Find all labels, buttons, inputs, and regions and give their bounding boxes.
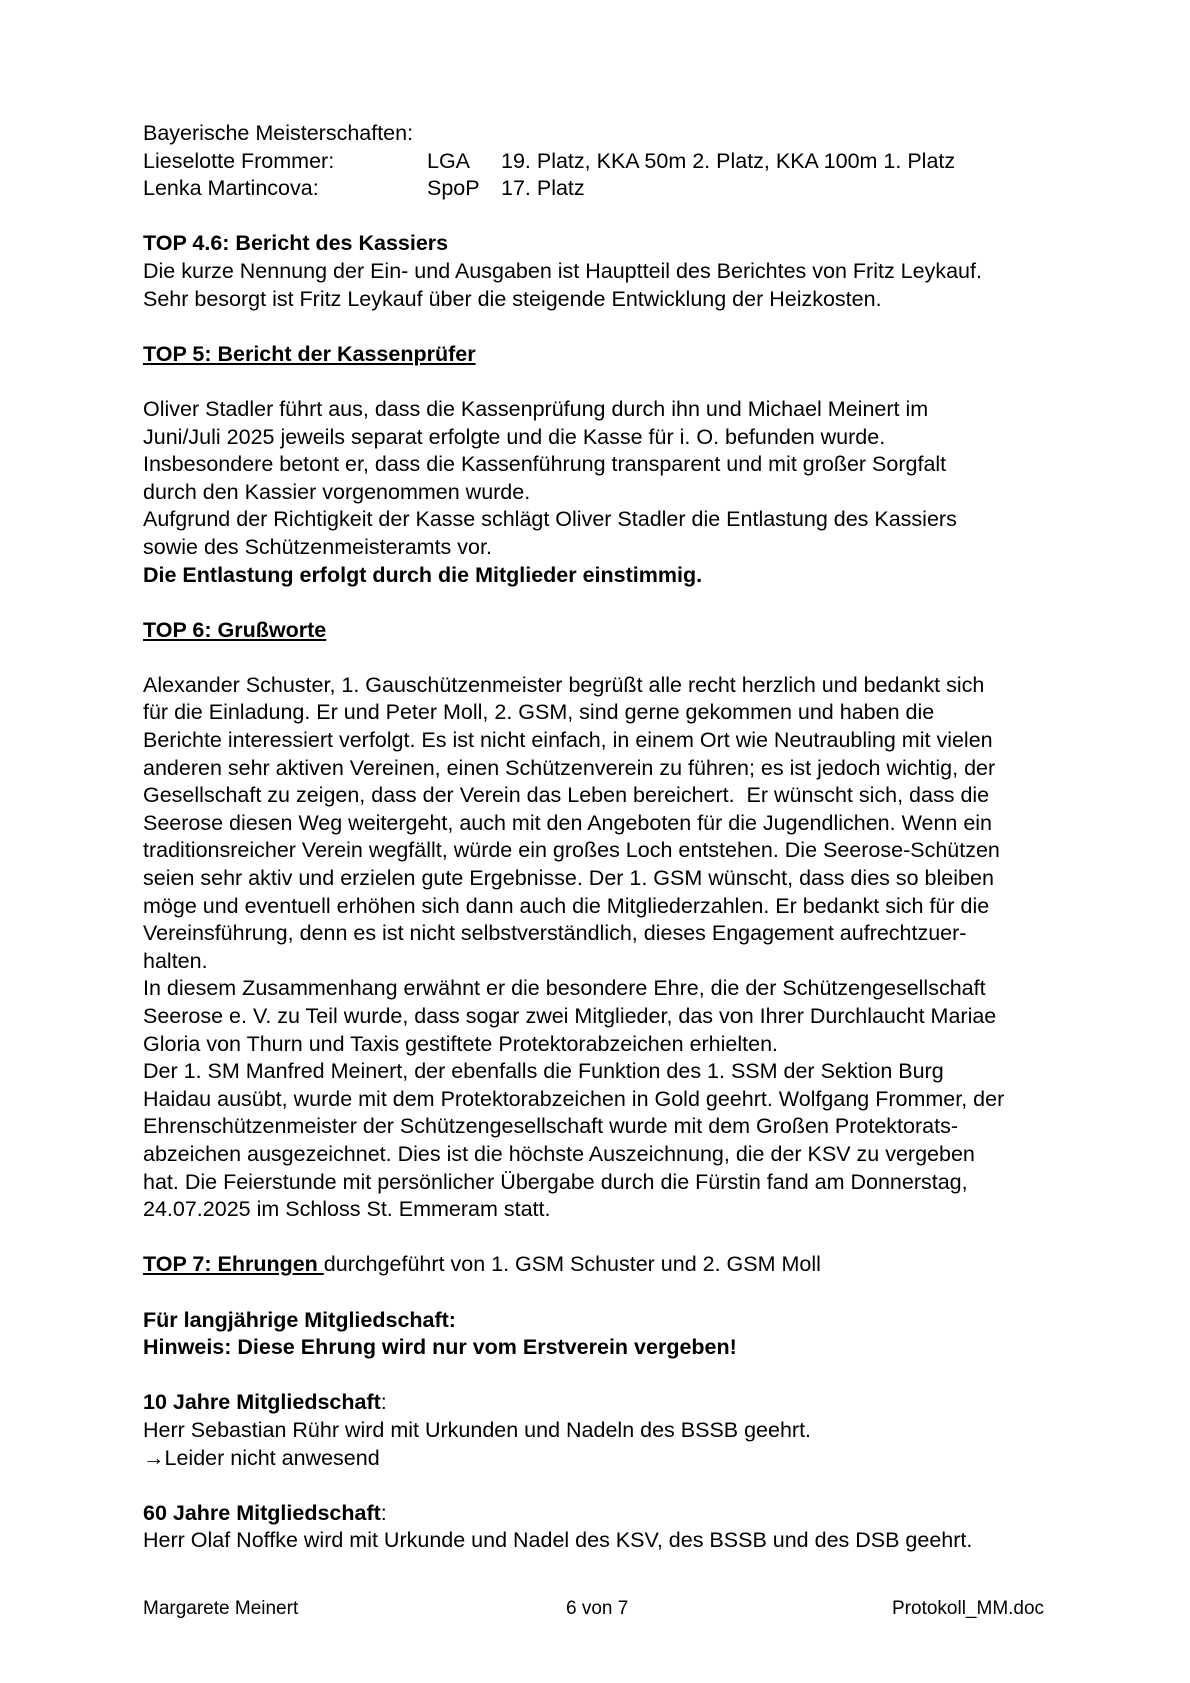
paragraph-line: abzeichen ausgezeichnet. Dies ist die höchste Auszeichnung, die der KSV zu vergeben xyxy=(143,1141,975,1166)
paragraph-line: Gesellschaft zu zeigen, dass der Verein das Leben bereichert. Er wünscht sich, dass die xyxy=(143,783,990,808)
paragraph-line: Alexander Schuster, 1. Gauschützenmeister begrüßt alle recht herzlich und bedankt sich xyxy=(143,672,985,697)
paragraph-line: Juni/Juli 2025 jeweils separat erfolgte und die Kasse für i. O. befunden wurde. xyxy=(143,424,886,449)
top7-heading-rest: durchgeführt von 1. GSM Schuster und 2. GSM Moll xyxy=(323,1252,821,1277)
result-row xyxy=(143,175,1123,203)
y10-absent-line xyxy=(143,1445,1123,1473)
top5-result: Die Entlastung erfolgt durch die Mitglieder einstimmig. xyxy=(143,562,703,587)
paragraph-line: für die Einladung. Er und Peter Moll, 2. GSM, sind gerne gekommen und haben die xyxy=(143,700,935,725)
arrow-right-icon: → xyxy=(143,1445,165,1470)
result-name: Lieselotte Frommer: xyxy=(143,148,335,173)
membership-note: Hinweis: Diese Ehrung wird nur vom Erstverein vergeben! xyxy=(143,1335,737,1360)
footer-author: Margarete Meinert xyxy=(143,1598,299,1619)
paragraph-line: seien sehr aktiv und erzielen gute Ergebnisse. Der 1. GSM wünscht, dass dies so bleiben xyxy=(143,866,994,891)
paragraph-line: Berichte interessiert verfolgt. Es ist nicht einfach, in einem Ort wie Neutraubling mit vielen xyxy=(143,728,993,753)
colon: : xyxy=(380,1390,387,1415)
absent-note: Leider nicht anwesend xyxy=(164,1445,380,1470)
paragraph-line: Sehr besorgt ist Fritz Leykauf über die steigende Entwicklung der Heizkosten. xyxy=(143,286,882,311)
paragraph-line: hat. Die Feierstunde mit persönlicher Übergabe durch die Fürstin fand am Donnerstag, xyxy=(143,1169,968,1194)
y10-text: Herr Sebastian Rühr wird mit Urkunden und Nadeln des BSSB geehrt. xyxy=(143,1417,812,1442)
bayern-heading: Bayerische Meisterschaften: xyxy=(143,121,414,145)
result-discipline: SpoP xyxy=(427,176,480,201)
paragraph-line: Oliver Stadler führt aus, dass die Kassenprüfung durch ihn und Michael Meinert im xyxy=(143,396,929,421)
paragraph-line: Der 1. SM Manfred Meinert, der ebenfalls die Funktion des 1. SSM der Sektion Burg xyxy=(143,1059,944,1084)
paragraph-line: Gloria von Thurn und Taxis gestiftete Protektorabzeichen erhielten. xyxy=(143,1031,779,1056)
paragraph-line: durch den Kassier vorgenommen wurde. xyxy=(143,479,531,504)
result-discipline: LGA xyxy=(427,148,471,173)
footer-page-number: 6 von 7 xyxy=(566,1598,629,1619)
top46-heading: TOP 4.6: Bericht des Kassiers xyxy=(143,231,449,256)
paragraph-line: 24.07.2025 im Schloss St. Emmeram statt. xyxy=(143,1197,551,1222)
paragraph-line: In diesem Zusammenhang erwähnt er die besondere Ehre, die der Schützengesellschaft xyxy=(143,976,986,1001)
y10-heading-line xyxy=(143,1389,1123,1417)
result-name: Lenka Martincova: xyxy=(143,176,319,201)
paragraph-line: Die kurze Nennung der Ein- und Ausgaben ist Hauptteil des Berichtes von Fritz Leykauf. xyxy=(143,258,982,283)
paragraph-line: anderen sehr aktiven Vereinen, einen Schützenverein zu führen; es ist jedoch wichtig, der xyxy=(143,755,996,780)
paragraph-line: halten. xyxy=(143,948,208,973)
paragraph-line: Haidau ausübt, wurde mit dem Protektorabzeichen in Gold geehrt. Wolfgang Frommer, der xyxy=(143,1086,1005,1111)
paragraph-line: möge und eventuell erhöhen sich dann auch die Mitgliederzahlen. Er bedankt sich für die xyxy=(143,893,990,918)
result-placement: 17. Platz xyxy=(501,176,585,201)
y60-text: Herr Olaf Noffke wird mit Urkunde und Nadel des KSV, des BSSB und des DSB geehrt. xyxy=(143,1528,973,1553)
footer-filename: Protokoll_MM.doc xyxy=(892,1598,1045,1619)
y10-heading: 10 Jahre Mitgliedschaft xyxy=(143,1390,381,1415)
long-membership-heading: Für langjährige Mitgliedschaft: xyxy=(143,1307,456,1332)
result-row xyxy=(143,148,1123,176)
y60-heading: 60 Jahre Mitgliedschaft xyxy=(143,1500,381,1525)
top7-heading: TOP 7: Ehrungen xyxy=(143,1252,324,1277)
paragraph-line: sowie des Schützenmeisteramts vor. xyxy=(143,534,492,559)
paragraph-line: Ehrenschützenmeister der Schützengesellschaft wurde mit dem Großen Protektorats- xyxy=(143,1114,958,1139)
top5-heading: TOP 5: Bericht der Kassenprüfer xyxy=(143,341,476,366)
paragraph-line: Aufgrund der Richtigkeit der Kasse schlägt Oliver Stadler die Entlastung des Kassiers xyxy=(143,507,957,532)
paragraph-line: Seerose diesen Weg weitergeht, auch mit den Angeboten für die Jugendlichen. Wenn ein xyxy=(143,810,993,835)
paragraph-line: Insbesondere betont er, dass die Kassenführung transparent und mit großer Sorgfalt xyxy=(143,452,947,477)
result-placement: 19. Platz, KKA 50m 2. Platz, KKA 100m 1. Platz xyxy=(501,148,956,173)
page-footer xyxy=(143,1598,1063,1622)
document-page xyxy=(143,120,1123,1555)
colon: : xyxy=(380,1500,387,1525)
top6-heading: TOP 6: Grußworte xyxy=(143,617,327,642)
paragraph-line: Vereinsführung, denn es ist nicht selbstverständlich, dieses Engagement aufrechtzuer- xyxy=(143,921,967,946)
paragraph-line: Seerose e. V. zu Teil wurde, dass sogar zwei Mitglieder, das von Ihrer Durchlaucht Mariae xyxy=(143,1004,997,1028)
paragraph-line: traditionsreicher Verein wegfällt, würde ein großes Loch entstehen. Die Seerose-Schützen xyxy=(143,838,1000,863)
y60-heading-line xyxy=(143,1500,1123,1528)
top7-heading-line xyxy=(143,1251,1123,1279)
